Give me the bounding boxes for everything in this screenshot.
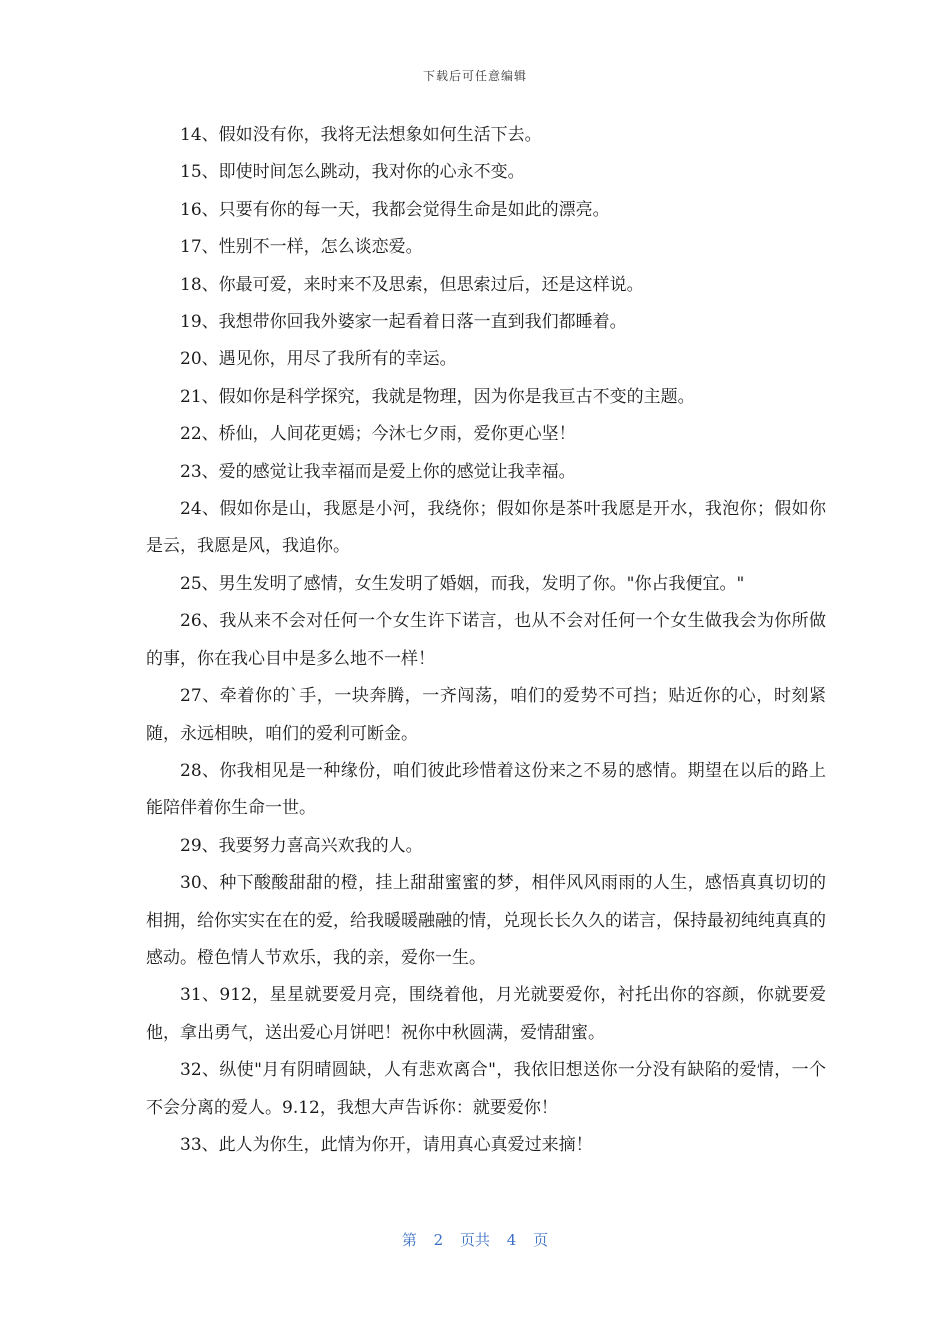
paragraph-21: 21、假如你是科学探究，我就是物理，因为你是我亘古不变的主题。 [180, 386, 695, 407]
paragraph-15: 15、即使时间怎么跳动，我对你的心永不变。 [180, 162, 525, 183]
paragraph-14: 14、假如没有你，我将无法想象如何生活下去。 [180, 125, 542, 145]
paragraph-18: 18、你最可爱，来时来不及思索，但思索过后，还是这样说。 [180, 274, 644, 295]
paragraph-19: 19、我想带你回我外婆家一起看着日落一直到我们都睡着。 [180, 312, 627, 333]
paragraph-24: 24、假如你是山，我愿是小河，我绕你；假如你是茶叶我愿是开水，我泡你；假如你是云，我愿是风，我追你。 [146, 499, 826, 557]
footer-total-prefix: 页共 [459, 1231, 490, 1249]
paragraph-32: 32、纵使"月有阴晴圆缺，人有悲欢离合"，我依旧想送你一分没有缺陷的爱情，一个不会分离的爱人。9.12，我想大声告诉你：就要爱你！ [146, 1060, 826, 1118]
paragraph-16: 16、只要有你的每一天，我都会觉得生命是如此的漂亮。 [180, 199, 610, 220]
footer-current-page: 2 [433, 1231, 444, 1249]
paragraph-27: 27、牵着你的`手，一块奔腾，一齐闯荡，咱们的爱势不可挡；贴近你的心，时刻紧随，永远相映，咱们的爱利可断金。 [146, 686, 826, 744]
footer-page-label: 第 [401, 1231, 417, 1249]
paragraph-26: 26、我从来不会对任何一个女生许下诺言，也从不会对任何一个女生做我会为你所做的事，你在我心目中是多么地不一样！ [146, 611, 826, 669]
document-body [146, 117, 826, 1164]
paragraph-17: 17、性别不一样，怎么谈恋爱。 [180, 237, 423, 258]
paragraph-25: 25、男生发明了感情，女生发明了婚姻，而我，发明了你。"你占我便宜。" [180, 573, 745, 594]
paragraph-33: 33、此人为你生，此情为你开，请用真心真爱过来摘！ [180, 1134, 593, 1155]
paragraph-29: 29、我要努力喜高兴欢我的人。 [180, 835, 423, 856]
paragraph-30: 30、种下酸酸甜甜的橙，挂上甜甜蜜蜜的梦，相伴风风雨雨的人生，感悟真真切切的相拥，给你实实在在的爱，给我暖暖融融的情，兑现长长久久的诺言，保持最初纯纯真真的感动。橙色情人节欢乐，我的亲，爱你一生。 [146, 873, 826, 968]
paragraph-20: 20、遇见你，用尽了我所有的幸运。 [180, 349, 457, 370]
paragraph-31: 31、912，星星就要爱月亮，围绕着他，月光就要爱你，衬托出你的容颜，你就要爱他，拿出勇气，送出爱心月饼吧！祝你中秋圆满，爱情甜蜜。 [146, 985, 826, 1043]
paragraph-23: 23、爱的感觉让我幸福而是爱上你的感觉让我幸福。 [180, 461, 576, 482]
page-header: 下载后可任意编辑 [422, 69, 527, 83]
page-footer [0, 1229, 950, 1250]
footer-total-suffix: 页 [533, 1231, 549, 1249]
paragraph-22: 22、桥仙，人间花更嫣；今沐七夕雨，爱你更心坚！ [180, 424, 576, 445]
paragraph-28: 28、你我相见是一种缘份，咱们彼此珍惜着这份来之不易的感情。期望在以后的路上能陪伴着你生命一世。 [146, 760, 826, 819]
footer-total-pages: 4 [506, 1231, 517, 1249]
